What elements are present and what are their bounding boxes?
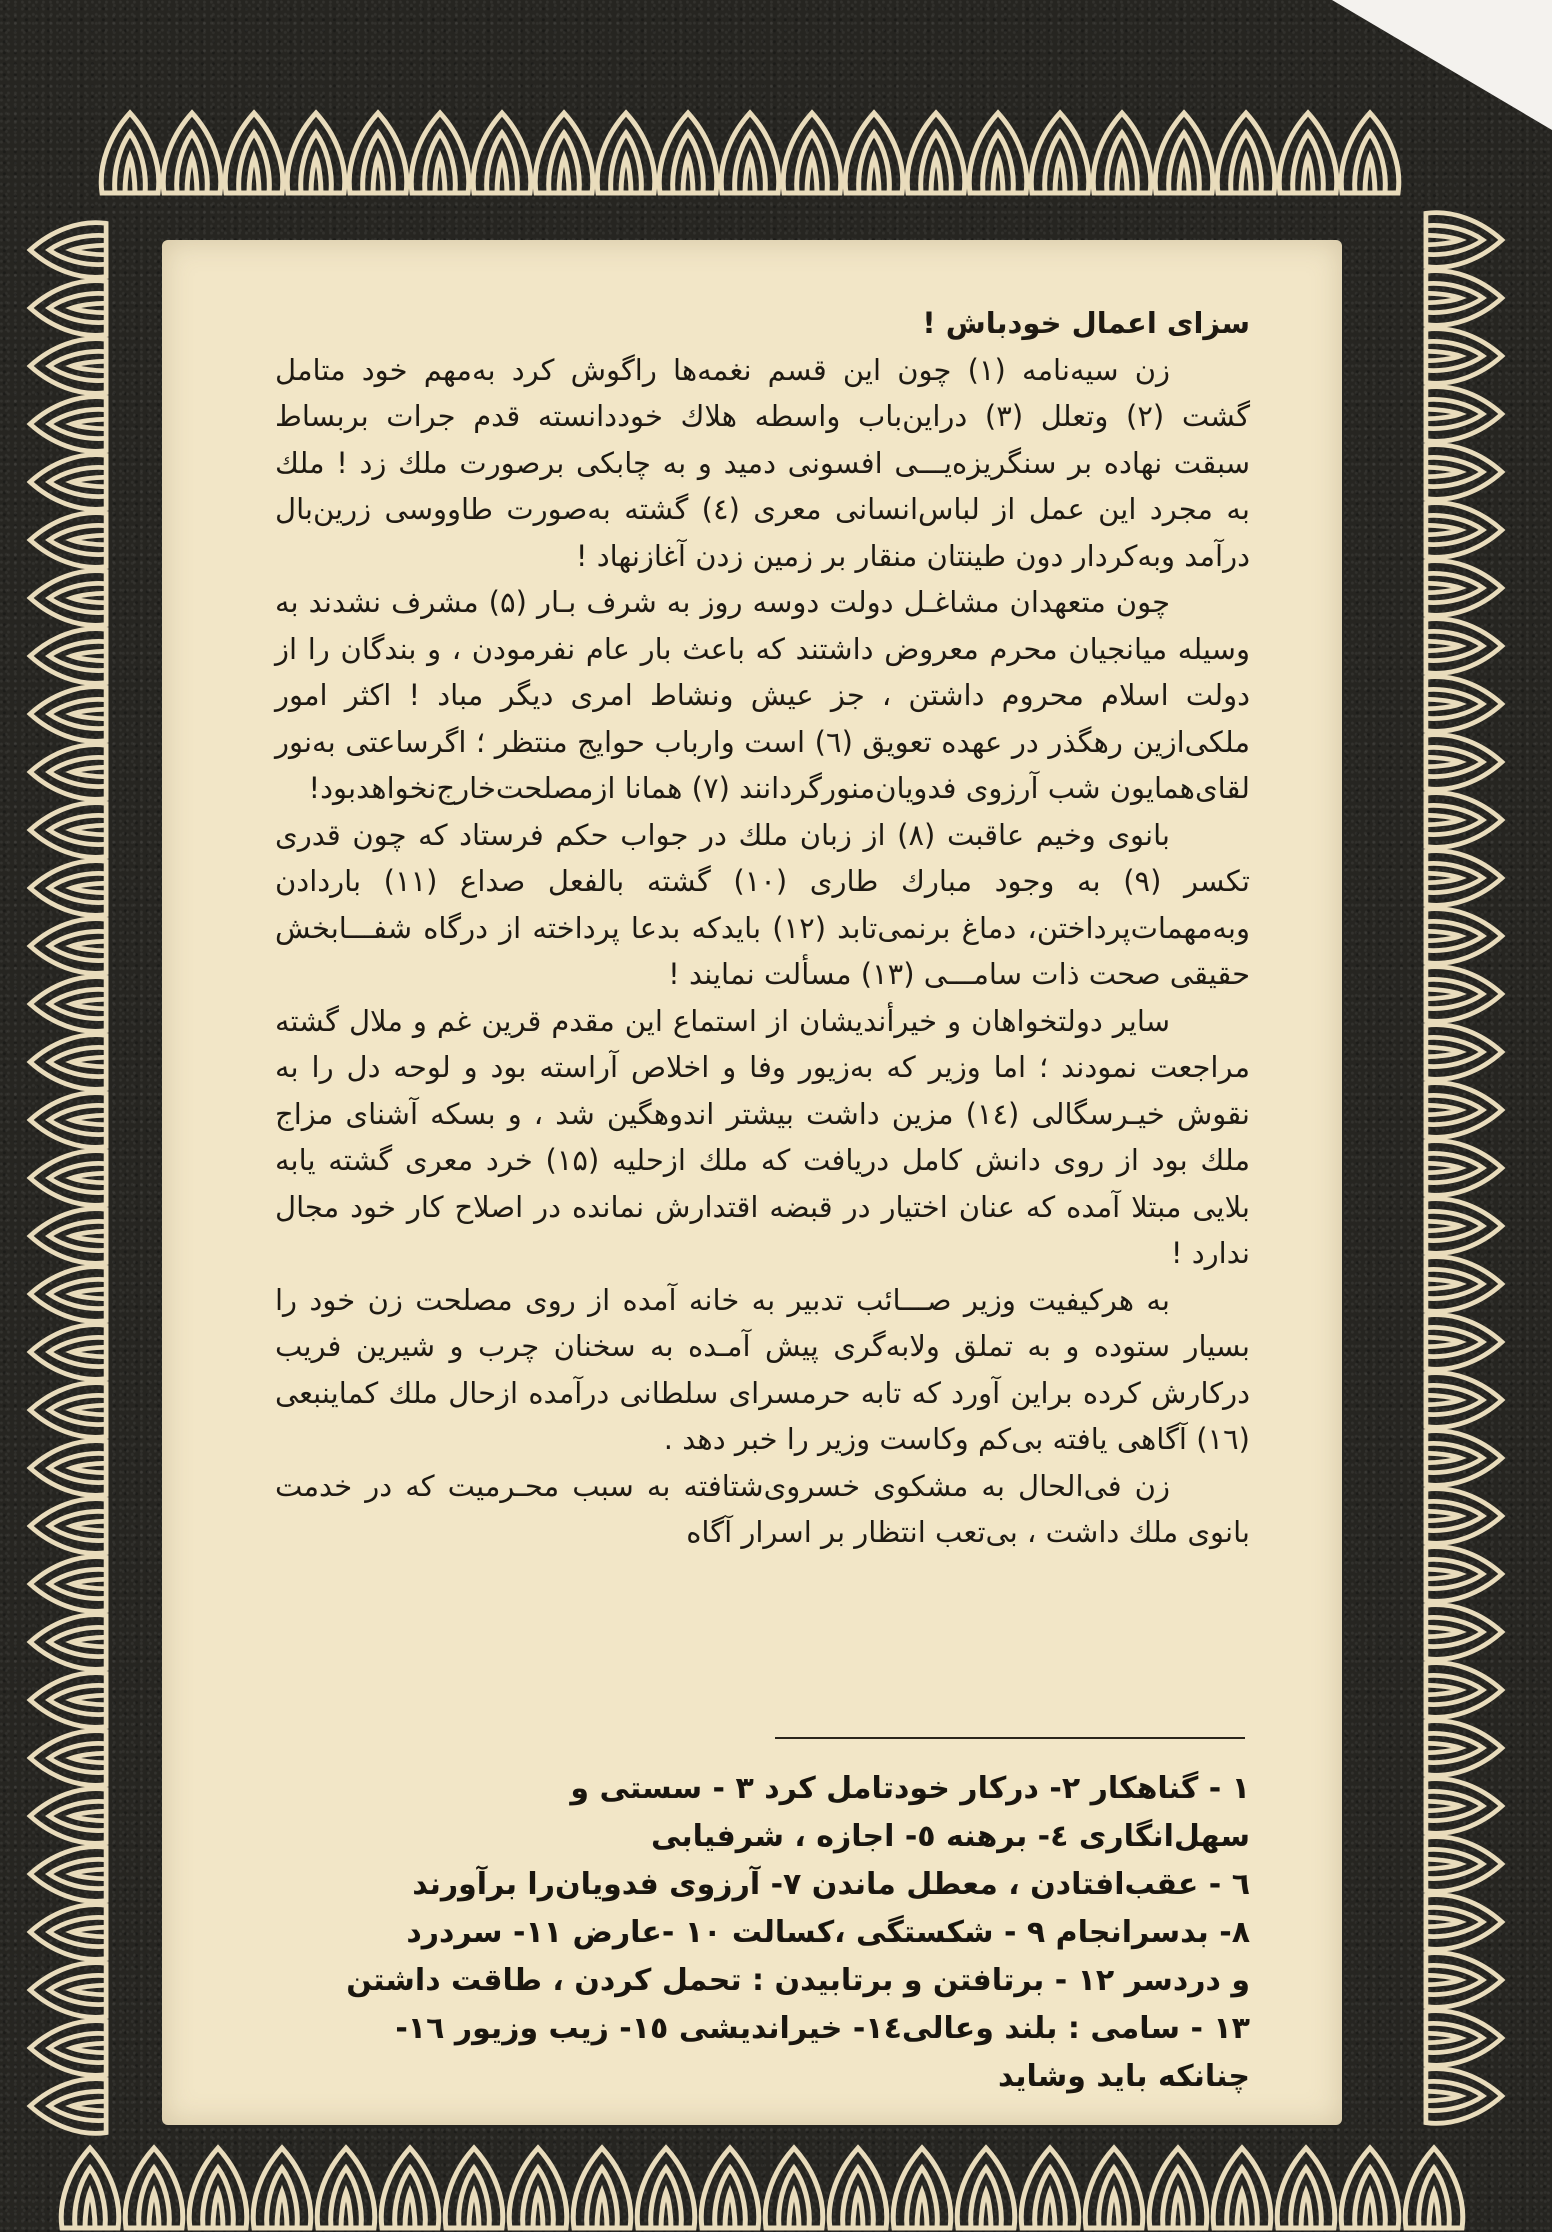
- tulip-ornament: [381, 2148, 439, 2228]
- tulip-ornament: [957, 2148, 1015, 2228]
- tulip-ornament: [30, 1731, 106, 1786]
- tulip-ornament: [1217, 113, 1275, 193]
- tulip-ornament: [411, 113, 469, 193]
- tulip-ornament: [61, 2148, 119, 2228]
- tulip-ornament: [287, 113, 345, 193]
- tulip-ornament: [1426, 1431, 1502, 1486]
- tulip-ornament: [845, 113, 903, 193]
- tulip-ornament: [1426, 1837, 1502, 1892]
- tulip-ornament: [30, 1847, 106, 1902]
- paragraph: بانوی وخیم عاقبت (۸) از زبان ملك در جواب حکم فرستاد که چون قدری تکسر (۹) به وجود مبارك طاری (۱۰) گشته بالفعل صداع (۱۱) باردادن وبه‌مهمات‌پرداختن، دماغ برنمی‌تابد (۱۲) بایدکه بدعا پرداخته از درگاه شفـــابخش حقیقی صحت ذات سامـــی (۱۳) مسألت نمایند !: [275, 817, 1250, 991]
- footnote-divider: [775, 1737, 1245, 1739]
- tulip-ornament: [253, 2148, 311, 2228]
- tulip-ornament: [1426, 1663, 1502, 1718]
- tulip-ornament: [783, 113, 841, 193]
- tulip-ornament: [225, 113, 283, 193]
- tulip-ornament: [30, 397, 106, 452]
- tulip-ornament: [1149, 2148, 1207, 2228]
- tulip-ornament: [721, 113, 779, 193]
- tulip-ornament: [30, 223, 106, 278]
- tulip-ornament: [1426, 329, 1502, 384]
- tulip-ornament: [30, 339, 106, 394]
- tulip-ornament: [30, 1789, 106, 1844]
- tulip-ornament: [969, 113, 1027, 193]
- tulip-ornament: [1426, 1895, 1502, 1950]
- paragraph: زن سیه‌نامه (۱) چون این قسم نغمه‌ها راگوش کرد به‌مهم خود متامل گشت (۲) وتعلل (۳) دراین‌باب واسطه هلاك خوددانسته قدم جرات بربساط سبقت نهاده بر سنگریزه‌یـــی افسونی دمید و به چابکی برصورت ملك زد ! ملك به مجرد این عمل از لباس‌انسانی معری (٤) گشته به‌صورت طاووسی زرین‌بال درآمد وبه‌کردار دون طینتان منقار بر زمین زدن آغازنهاد !: [275, 352, 1250, 573]
- footnotes: [275, 1765, 1250, 2101]
- tulip-ornament: [30, 1383, 106, 1438]
- tulip-ornament: [1426, 1953, 1502, 2008]
- tulip-ornament: [829, 2148, 887, 2228]
- paragraph: به هرکیفیت وزیر صـــائب تدبیر به خانه آمده از روی مصلحت زن خود را بسیار ستوده و به تملق ولابه‌گری پیش آمـده به سخنان چرب و شیرین فریب درکارش کرده براین آورد که تابه حرمسرای سلطانی درآمده ازحال ملك کماینبعی (١٦) آگاهی یافته بی‌کم وکاست وزیر را خبر دهد .: [275, 1282, 1250, 1456]
- tulip-ornament: [1426, 387, 1502, 442]
- tulip-ornament: [1426, 735, 1502, 790]
- tulip-ornament: [30, 1963, 106, 2018]
- footnote-line: ١٣ - سامی : بلند وعالی١٤- خیراندیشی ١٥- زیب وزیور ١٦-: [395, 2011, 1250, 2046]
- tulip-ornament: [1426, 503, 1502, 558]
- tulip-ornament: [30, 1325, 106, 1380]
- tulip-ornament: [30, 2021, 106, 2076]
- tulip-ornament: [1279, 113, 1337, 193]
- tulip-ornament: [1426, 2069, 1502, 2124]
- tulip-ornament: [1341, 113, 1399, 193]
- tulip-ornament: [163, 113, 221, 193]
- paragraph: چون متعهدان مشاغـل دولت دوسه روز به شرف بـار (۵) مشرف نشدند به وسیله میانجیان محرم معروض داشتند که باعث بار عام نفرمودن ، و بندگان را از دولت اسلام محروم داشتن ، جز عیش ونشاط امری دیگر مباد ! اکثر امور ملکی‌ازین رهگذر در عهده تعویق (٦) است وارباب حوایج منتظر ؛ اگرساعتی به‌نور لقای‌همایون شب آرزوی فدویان‌منورگردانند (۷) همانا ازمصلحت‌خارج‌نخواهدبود!: [275, 585, 1251, 805]
- tulip-ornament: [30, 1441, 106, 1496]
- footnote-line: ٦ - عقب‌افتادن ، معطل ماندن ٧- آرزوی فدویان‌را برآورند: [412, 1867, 1250, 1902]
- tulip-ornament: [535, 113, 593, 193]
- tulip-ornament: [1426, 1257, 1502, 1312]
- tulip-ornament: [30, 281, 106, 336]
- tulip-ornament: [30, 919, 106, 974]
- tulip-ornament: [1341, 2148, 1399, 2228]
- footnote-line: ٨- بدسرانجام ٩ - شکستگی ،کسالت ١٠ -عارض ١١- سردرد: [406, 1915, 1250, 1950]
- tulip-ornament: [473, 113, 531, 193]
- tulip-ornament: [1085, 2148, 1143, 2228]
- tulip-ornament: [30, 977, 106, 1032]
- tulip-ornament: [1426, 271, 1502, 326]
- tulip-ornament: [1155, 113, 1213, 193]
- tulip-ornament: [1426, 1605, 1502, 1660]
- tulip-ornament: [30, 629, 106, 684]
- paragraph: سایر دولتخواهان و خیرأندیشان از استماع این مقدم قرین غم و ملال گشته مراجعت نمودند ؛ اما وزیر که به‌زیور وفا و اخلاص آراسته بود و لوحه دل را به نقوش خیـرسگالی (١٤) مزین داشت بیشتر اندوهگین شد ، و بسکه آشنای مزاج ملك بود از روی دانش کامل دریافت که ملك ازحلیه (۱۵) خرد معری گشته یابه بلایی مبتلا آمده که عنان اختیار در قبضه اقتدارش نمانده در اصلاح کار خود مجال ندارد !: [275, 1003, 1250, 1270]
- tulip-ornament: [893, 2148, 951, 2228]
- tulip-ornament: [30, 1209, 106, 1264]
- tulip-ornament: [30, 1151, 106, 1206]
- tulip-ornament: [30, 1499, 106, 1554]
- tulip-ornament: [30, 1093, 106, 1148]
- tulip-ornament: [1426, 793, 1502, 848]
- tulip-ornament: [30, 513, 106, 568]
- tulip-ornament: [1426, 2011, 1502, 2066]
- tulip-ornament: [1426, 1547, 1502, 1602]
- tulip-ornament: [30, 1557, 106, 1612]
- tulip-ornament: [317, 2148, 375, 2228]
- tulip-ornament: [1021, 2148, 1079, 2228]
- tulip-ornament: [1426, 909, 1502, 964]
- footnote-line: چنانکه باید وشاید: [997, 2059, 1250, 2094]
- tulip-ornament: [659, 113, 717, 193]
- footnote-line: و دردسر ١٢ - برتافتن و برتابیدن : تحمل کردن ، طاقت داشتن: [346, 1963, 1250, 1998]
- tulip-ornament: [1426, 967, 1502, 1022]
- tulip-ornament: [30, 455, 106, 510]
- tulip-ornament: [1213, 2148, 1271, 2228]
- tulip-ornament: [101, 113, 159, 193]
- tulip-ornament: [30, 1267, 106, 1322]
- tulip-ornament: [30, 745, 106, 800]
- tulip-ornament: [573, 2148, 631, 2228]
- body-text: [275, 300, 1250, 1556]
- tulip-ornament: [30, 803, 106, 858]
- tulip-ornament: [701, 2148, 759, 2228]
- tulip-ornament: [1426, 1083, 1502, 1138]
- paragraph: زن فی‌الحال به مشکوی خسروی‌شتافته به سبب محـرمیت که در خدمت بانوی ملك داشت ، بی‌تعب انتظار بر اسرار آگاه: [275, 1468, 1250, 1549]
- tulip-ornament: [189, 2148, 247, 2228]
- tulip-ornament: [765, 2148, 823, 2228]
- tulip-ornament: [1426, 1373, 1502, 1428]
- tulip-ornament: [125, 2148, 183, 2228]
- tulip-ornament: [1426, 851, 1502, 906]
- tulip-ornament: [509, 2148, 567, 2228]
- tulip-ornament: [1405, 2148, 1463, 2228]
- tulip-ornament: [1426, 213, 1502, 268]
- tulip-ornament: [30, 1905, 106, 1960]
- tulip-ornament: [1277, 2148, 1335, 2228]
- tulip-ornament: [445, 2148, 503, 2228]
- tulip-ornament: [1031, 113, 1089, 193]
- tulip-ornament: [30, 571, 106, 626]
- document-title: سزای اعمال خودباش !: [922, 306, 1250, 340]
- footnote-line: ۱ - گناهکار ۲- درکار خودتامل کرد ۳ - سستی و: [570, 1771, 1250, 1806]
- tulip-ornament: [1426, 1721, 1502, 1776]
- footnote-line: سهل‌انگاری ٤- برهنه ٥- اجازه ، شرفیابی: [651, 1819, 1250, 1854]
- tulip-ornament: [597, 113, 655, 193]
- tulip-ornament: [30, 1673, 106, 1728]
- tulip-ornament: [907, 113, 965, 193]
- tulip-ornament: [30, 2079, 106, 2134]
- tulip-ornament: [30, 687, 106, 742]
- tulip-ornament: [1426, 619, 1502, 674]
- tulip-ornament: [1426, 1779, 1502, 1834]
- tulip-ornament: [1426, 1141, 1502, 1196]
- tulip-ornament: [1426, 1025, 1502, 1080]
- tulip-ornament: [1426, 1489, 1502, 1544]
- tulip-ornament: [349, 113, 407, 193]
- tulip-ornament: [1426, 677, 1502, 732]
- tulip-ornament: [30, 861, 106, 916]
- tulip-ornament: [30, 1035, 106, 1090]
- tulip-ornament: [30, 1615, 106, 1670]
- tulip-ornament: [1426, 445, 1502, 500]
- tulip-ornament: [1426, 561, 1502, 616]
- tulip-ornament: [1093, 113, 1151, 193]
- tulip-ornament: [1426, 1199, 1502, 1254]
- tulip-ornament: [637, 2148, 695, 2228]
- tulip-ornament: [1426, 1315, 1502, 1370]
